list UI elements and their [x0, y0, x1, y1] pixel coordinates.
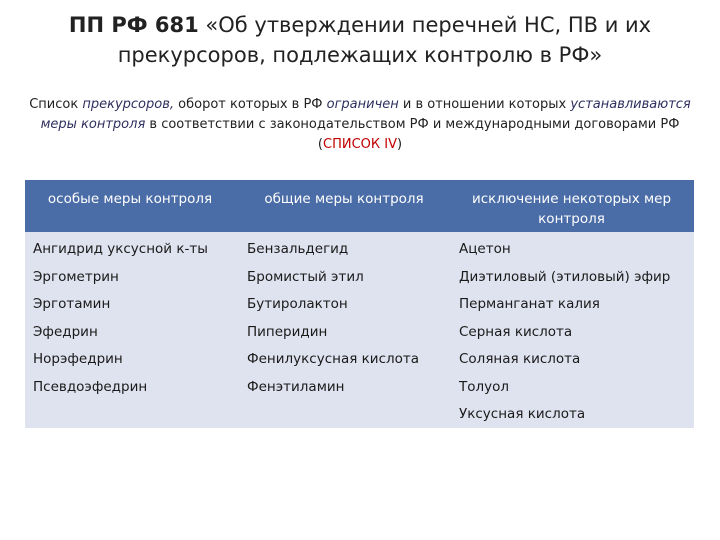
table-cell: Бензальдегид: [247, 241, 349, 257]
table-cell: Серная кислота: [459, 323, 573, 340]
table-cell: Уксусная кислота: [459, 406, 586, 422]
column-general: [247, 236, 419, 401]
intro-part5: ): [396, 137, 403, 152]
title-rest: «Об утверждении перечней НС, ПВ и их прекурсоров, подлежащих контролю в РФ»: [117, 13, 652, 67]
table-cell: Бутиролактон: [247, 296, 348, 312]
intro-limited: ограничен: [326, 97, 399, 112]
table-cell: Эргометрин: [33, 268, 119, 285]
intro-part3: и в отношении которых: [398, 97, 571, 112]
table-cell: Ацетон: [459, 241, 511, 257]
header-special-measures: особые меры контроля: [47, 191, 213, 207]
intro-part2: оборот которых в РФ: [174, 97, 327, 112]
page-title: [20, 10, 700, 70]
table-cell: Соляная кислота: [459, 351, 581, 367]
table-cell: Бромистый этил: [247, 268, 364, 285]
intro-part4: в соответствии с законодательством РФ и международными договорами РФ (: [145, 117, 680, 152]
table-cell: Толуол: [459, 378, 510, 395]
header-general-measures: общие меры контроля: [264, 191, 424, 207]
precursor-table: [25, 180, 694, 428]
table-cell: Диэтиловый (этиловый) эфир: [459, 268, 671, 285]
table-cell: Эфедрин: [33, 323, 98, 340]
table-cell: Эрготамин: [33, 296, 111, 312]
intro-measures: устанавливаются меры контроля: [40, 97, 691, 132]
intro-part1: Список: [29, 97, 83, 112]
header-exception-measures: исключение некоторых мер контроля: [471, 191, 672, 227]
intro-text: [18, 95, 702, 155]
title-bold: ПП РФ 681: [68, 13, 199, 37]
intro-list-name: СПИСОК IV: [323, 137, 397, 152]
column-exceptions: [459, 236, 670, 429]
table-cell: Псевдоэфедрин: [33, 378, 148, 395]
intro-precursors: прекурсоров,: [82, 97, 175, 112]
table-header: [25, 180, 694, 232]
table-cell: Перманганат калия: [459, 296, 600, 312]
table-cell: Фенилуксусная кислота: [247, 351, 420, 367]
table-cell: Фенэтиламин: [247, 378, 345, 395]
table-cell: Пиперидин: [247, 323, 328, 340]
column-special: [33, 236, 208, 401]
table-cell: Ангидрид уксусной к-ты: [33, 241, 208, 257]
table-cell: Норэфедрин: [33, 351, 123, 367]
